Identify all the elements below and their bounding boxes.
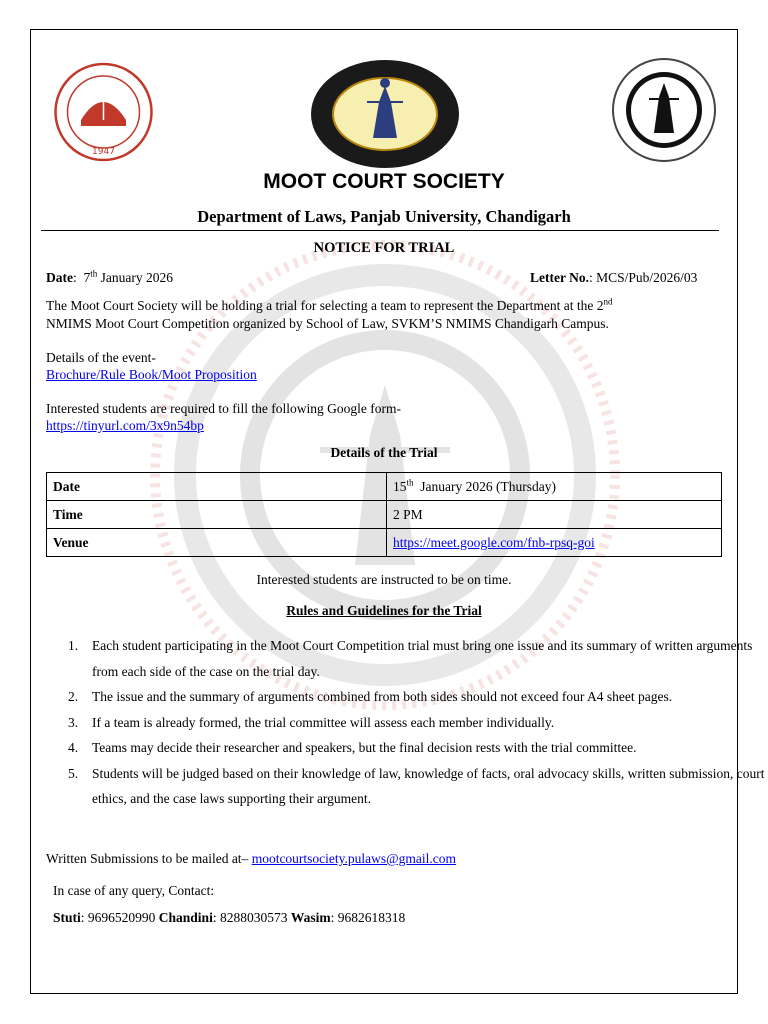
table-cell-value [387, 473, 722, 501]
on-time-note: Interested students are instructed to be on time. [256, 572, 512, 587]
trial-date-suffix: th [406, 477, 414, 487]
trial-details-table [46, 472, 722, 557]
header-rule [41, 230, 719, 231]
rules-heading: Rules and Guidelines for the Trial [286, 603, 482, 618]
rule-number: 4. [68, 740, 79, 755]
date-label: Date [46, 270, 73, 285]
list-item [68, 735, 768, 761]
department-of-laws-logo-icon [309, 58, 461, 170]
rule-number: 5. [68, 765, 79, 781]
rule-number: 3. [68, 714, 79, 730]
submission-line [46, 851, 456, 867]
trial-date-day: 15 [393, 478, 407, 494]
date-line: Date: 7th January 2026 [46, 268, 174, 285]
intro-sup: nd [603, 296, 613, 307]
contact-phone: : 9696520990 [80, 910, 159, 925]
left-seal-year: 1947 [92, 147, 115, 157]
contact-line [53, 910, 405, 926]
page-title: MOOT COURT SOCIETY [263, 170, 505, 193]
intro-line-1 [46, 298, 612, 314]
submission-email-link[interactable]: mootcourtsociety.pulaws@gmail.com [251, 851, 456, 866]
list-item [68, 761, 768, 812]
contact-phone: : 9682618318 [330, 910, 406, 925]
list-item [68, 633, 768, 684]
google-form-link[interactable]: https://tinyurl.com/3x9n54bp [46, 418, 204, 433]
brochure-link[interactable]: Brochure/Rule Book/Moot Proposition [46, 367, 257, 382]
letter-label: Letter No. [530, 270, 589, 285]
list-item [68, 710, 768, 736]
rule-text: Teams may decide their researcher and speakers, but the final decision rests with the trial committee. [92, 740, 637, 755]
contact-name: Chandini [158, 910, 213, 925]
letter-value: : MCS/Pub/2026/03 [588, 270, 698, 285]
contact-name: Wasim [290, 910, 331, 925]
table-row [47, 473, 722, 501]
table-cell-value [387, 529, 722, 557]
date-suffix: th [90, 268, 98, 279]
contact-name: Stuti [53, 910, 81, 925]
rule-text: Each student participating in the Moot Court Competition trial must bring one issue and its summary of written arguments from each side of the case on the trial day. [92, 638, 753, 679]
contact-phone: : 8288030573 [212, 910, 291, 925]
rule-text: The issue and the summary of arguments combined from both sides should not exceed four A4 sheet pages. [92, 689, 673, 704]
list-item [68, 684, 768, 710]
table-cell-label: Time [47, 501, 387, 529]
table-cell-label: Venue [47, 529, 387, 557]
table-row [47, 529, 722, 557]
rule-text: If a team is already formed, the trial committee will assess each member individually. [92, 714, 555, 730]
table-cell-value: 2 PM [387, 501, 722, 529]
table-row [47, 501, 722, 529]
date-day: 7 [83, 270, 91, 285]
trial-details-heading: Details of the Trial [330, 445, 438, 460]
submission-label: Written Submissions to be mailed at– [46, 851, 252, 866]
moot-court-society-seal-icon [611, 57, 717, 163]
intro-line-2: NMIMS Moot Court Competition organized by School of Law, SVKM’S NMIMS Chandigarh Campus. [46, 316, 609, 331]
rule-number: 2. [68, 689, 79, 704]
rule-text: Students will be judged based on their knowledge of law, knowledge of facts, oral advocacy skills, written submission, court ethics, and the case laws supporting their argument. [92, 765, 765, 806]
intro-text-1: The Moot Court Society will be holding a trial for selecting a team to represent the Department at the 2 [46, 298, 604, 313]
letter-number [530, 270, 697, 286]
panjab-university-seal-icon [51, 62, 156, 162]
trial-date-rest: January 2026 (Thursday) [413, 478, 556, 494]
table-cell-label: Date [47, 473, 387, 501]
contact-label: In case of any query, Contact: [53, 883, 215, 898]
rule-number: 1. [68, 638, 79, 653]
notice-title: NOTICE FOR TRIAL [313, 240, 455, 256]
event-details-label: Details of the event- [46, 350, 156, 365]
department-subtitle: Department of Laws, Panjab University, Chandigarh [197, 207, 571, 226]
date-rest: January 2026 [97, 270, 174, 285]
google-form-label: Interested students are required to fill the following Google form- [46, 401, 402, 416]
meet-link[interactable]: https://meet.google.com/fnb-rpsq-goi [393, 534, 595, 550]
rules-list [46, 633, 768, 812]
